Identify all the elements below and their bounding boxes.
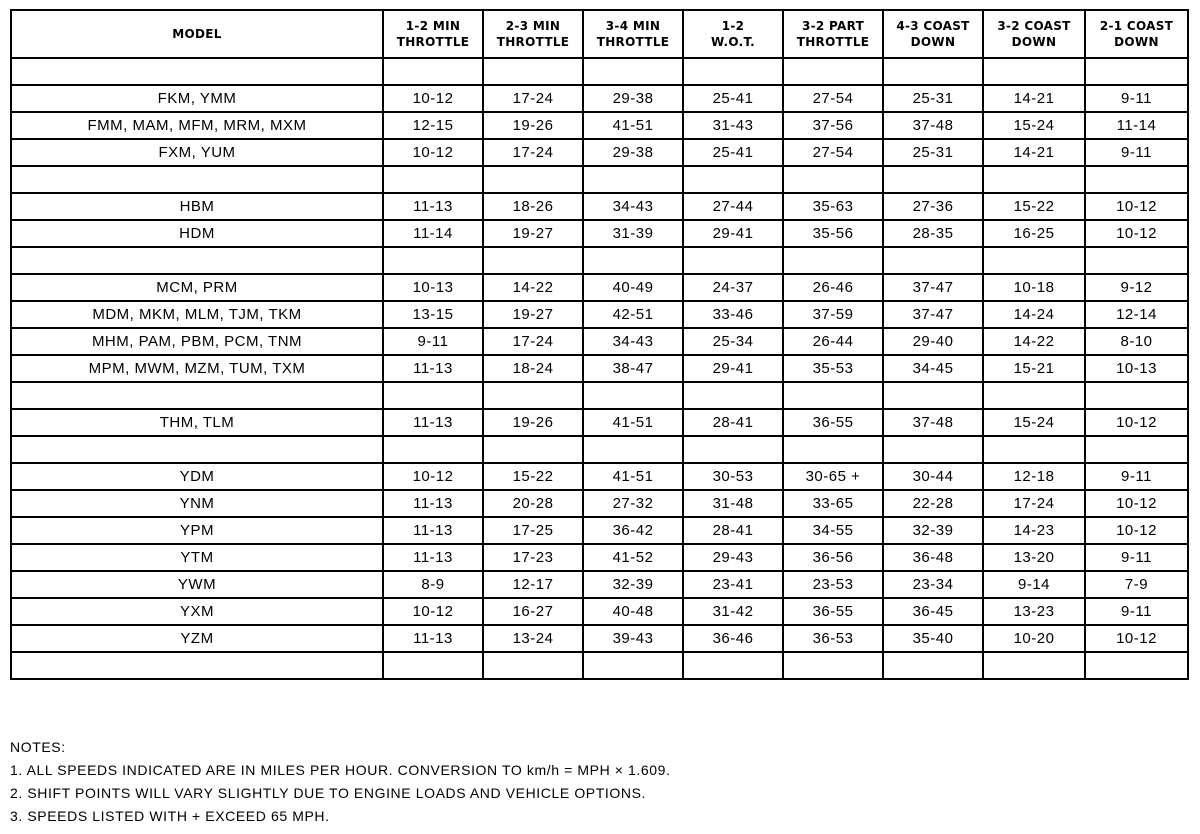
empty-cell: [583, 382, 683, 409]
model-cell: FMM, MAM, MFM, MRM, MXM: [11, 112, 383, 139]
speed-cell: 9-14: [983, 571, 1085, 598]
speed-cell: 37-48: [883, 112, 983, 139]
speed-cell: 14-23: [983, 517, 1085, 544]
notes-heading: NOTES:: [10, 739, 66, 755]
spacer-row: [11, 166, 1188, 193]
speed-cell: 12-14: [1085, 301, 1188, 328]
table-row: [11, 301, 1188, 328]
empty-cell: [583, 247, 683, 274]
empty-cell: [11, 436, 383, 463]
speed-cell: 31-43: [683, 112, 783, 139]
speed-cell: 36-45: [883, 598, 983, 625]
table-row: [11, 598, 1188, 625]
table-row: [11, 139, 1188, 166]
speed-cell: 23-41: [683, 571, 783, 598]
speed-cell: 37-56: [783, 112, 883, 139]
empty-cell: [983, 166, 1085, 193]
speed-cell: 39-43: [583, 625, 683, 652]
column-header: [1085, 10, 1188, 58]
speed-cell: 11-13: [383, 625, 483, 652]
speed-cell: 34-45: [883, 355, 983, 382]
empty-cell: [683, 382, 783, 409]
column-header: [483, 10, 583, 58]
speed-cell: 12-17: [483, 571, 583, 598]
speed-cell: 26-46: [783, 274, 883, 301]
speed-cell: 17-24: [983, 490, 1085, 517]
speed-cell: 14-21: [983, 85, 1085, 112]
speed-cell: 17-25: [483, 517, 583, 544]
model-cell: YXM: [11, 598, 383, 625]
speed-cell: 11-13: [383, 490, 483, 517]
empty-cell: [383, 652, 483, 679]
speed-cell: 29-38: [583, 85, 683, 112]
empty-cell: [883, 652, 983, 679]
empty-cell: [383, 436, 483, 463]
speed-cell: 10-12: [1085, 220, 1188, 247]
speed-cell: 33-46: [683, 301, 783, 328]
speed-cell: 25-34: [683, 328, 783, 355]
speed-cell: 32-39: [883, 517, 983, 544]
speed-cell: 7-9: [1085, 571, 1188, 598]
empty-cell: [683, 652, 783, 679]
empty-cell: [383, 58, 483, 85]
speed-cell: 14-21: [983, 139, 1085, 166]
model-cell: MCM, PRM: [11, 274, 383, 301]
speed-cell: 35-53: [783, 355, 883, 382]
empty-cell: [1085, 166, 1188, 193]
model-cell: YDM: [11, 463, 383, 490]
empty-cell: [883, 247, 983, 274]
speed-cell: 10-12: [1085, 490, 1188, 517]
empty-cell: [1085, 58, 1188, 85]
speed-cell: 35-63: [783, 193, 883, 220]
speed-cell: 30-65 +: [783, 463, 883, 490]
speed-cell: 34-55: [783, 517, 883, 544]
empty-cell: [1085, 247, 1188, 274]
model-cell: FKM, YMM: [11, 85, 383, 112]
empty-cell: [11, 652, 383, 679]
speed-cell: 31-48: [683, 490, 783, 517]
speed-cell: 36-46: [683, 625, 783, 652]
empty-cell: [383, 247, 483, 274]
column-header: [883, 10, 983, 58]
empty-cell: [11, 247, 383, 274]
speed-cell: 9-11: [1085, 544, 1188, 571]
speed-cell: 13-15: [383, 301, 483, 328]
speed-cell: 10-12: [1085, 193, 1188, 220]
speed-cell: 11-13: [383, 517, 483, 544]
speed-cell: 29-40: [883, 328, 983, 355]
speed-cell: 15-22: [983, 193, 1085, 220]
table-row: [11, 544, 1188, 571]
column-header-line1: 2-1 COAST: [1099, 19, 1174, 33]
column-header-line1: 1-2 MIN: [405, 19, 461, 33]
speed-cell: 22-28: [883, 490, 983, 517]
speed-cell: 35-40: [883, 625, 983, 652]
speed-cell: 9-11: [1085, 463, 1188, 490]
table-row: [11, 220, 1188, 247]
speed-cell: 36-48: [883, 544, 983, 571]
notes-section: [10, 736, 1190, 828]
table-row: [11, 328, 1188, 355]
table-row: [11, 463, 1188, 490]
speed-cell: 11-13: [383, 544, 483, 571]
table-row: [11, 274, 1188, 301]
column-header-line1: 4-3 COAST: [896, 19, 970, 33]
speed-cell: 23-34: [883, 571, 983, 598]
empty-cell: [983, 652, 1085, 679]
table-row: [11, 355, 1188, 382]
empty-cell: [683, 436, 783, 463]
speed-cell: 41-52: [583, 544, 683, 571]
speed-cell: 36-55: [783, 598, 883, 625]
shift-speed-table-container: [10, 9, 1187, 680]
table-row: [11, 625, 1188, 652]
column-header: [983, 10, 1085, 58]
empty-cell: [983, 247, 1085, 274]
speed-cell: 41-51: [583, 463, 683, 490]
speed-cell: 10-12: [383, 598, 483, 625]
empty-cell: [783, 166, 883, 193]
empty-cell: [783, 436, 883, 463]
speed-cell: 27-54: [783, 85, 883, 112]
speed-cell: 28-35: [883, 220, 983, 247]
speed-cell: 18-24: [483, 355, 583, 382]
spacer-row: [11, 58, 1188, 85]
column-header-line1: 2-3 MIN: [505, 19, 561, 33]
speed-cell: 27-36: [883, 193, 983, 220]
empty-cell: [483, 652, 583, 679]
speed-cell: 40-49: [583, 274, 683, 301]
speed-cell: 25-31: [883, 139, 983, 166]
speed-cell: 10-12: [1085, 517, 1188, 544]
speed-cell: 20-28: [483, 490, 583, 517]
speed-cell: 9-11: [1085, 598, 1188, 625]
speed-cell: 28-41: [683, 517, 783, 544]
speed-cell: 34-43: [583, 328, 683, 355]
speed-cell: 9-11: [1085, 85, 1188, 112]
empty-cell: [783, 652, 883, 679]
note-3: 3. SPEEDS LISTED WITH + EXCEED 65 MPH.: [10, 808, 330, 824]
speed-cell: 18-26: [483, 193, 583, 220]
speed-cell: 10-12: [1085, 409, 1188, 436]
speed-cell: 14-24: [983, 301, 1085, 328]
model-cell: MHM, PAM, PBM, PCM, TNM: [11, 328, 383, 355]
empty-cell: [683, 247, 783, 274]
speed-cell: 19-26: [483, 112, 583, 139]
column-header-line2: DOWN: [1114, 35, 1159, 49]
speed-cell: 9-11: [1085, 139, 1188, 166]
speed-cell: 36-53: [783, 625, 883, 652]
speed-cell: 15-24: [983, 409, 1085, 436]
speed-cell: 29-41: [683, 220, 783, 247]
column-header: [583, 10, 683, 58]
shift-speed-table: [10, 9, 1189, 680]
speed-cell: 25-31: [883, 85, 983, 112]
empty-cell: [683, 58, 783, 85]
speed-cell: 37-47: [883, 301, 983, 328]
speed-cell: 29-38: [583, 139, 683, 166]
speed-cell: 11-14: [383, 220, 483, 247]
speed-cell: 33-65: [783, 490, 883, 517]
speed-cell: 35-56: [783, 220, 883, 247]
speed-cell: 10-18: [983, 274, 1085, 301]
empty-cell: [1085, 382, 1188, 409]
speed-cell: 31-42: [683, 598, 783, 625]
empty-cell: [11, 382, 383, 409]
model-cell: THM, TLM: [11, 409, 383, 436]
column-header-line1: 1-2: [721, 19, 745, 33]
empty-cell: [483, 247, 583, 274]
note-1: 1. ALL SPEEDS INDICATED ARE IN MILES PER HOUR. CONVERSION TO km/h = MPH × 1.609.: [10, 762, 671, 778]
speed-cell: 38-47: [583, 355, 683, 382]
speed-cell: 37-47: [883, 274, 983, 301]
table-row: [11, 85, 1188, 112]
table-row: [11, 112, 1188, 139]
speed-cell: 23-53: [783, 571, 883, 598]
speed-cell: 36-55: [783, 409, 883, 436]
speed-cell: 27-44: [683, 193, 783, 220]
speed-cell: 37-48: [883, 409, 983, 436]
speed-cell: 8-9: [383, 571, 483, 598]
model-cell: YPM: [11, 517, 383, 544]
spacer-row: [11, 436, 1188, 463]
speed-cell: 25-41: [683, 85, 783, 112]
speed-cell: 41-51: [583, 112, 683, 139]
speed-cell: 36-56: [783, 544, 883, 571]
speed-cell: 11-13: [383, 193, 483, 220]
speed-cell: 25-41: [683, 139, 783, 166]
empty-cell: [883, 58, 983, 85]
speed-cell: 17-24: [483, 85, 583, 112]
column-header: [11, 10, 383, 58]
speed-cell: 31-39: [583, 220, 683, 247]
model-cell: YWM: [11, 571, 383, 598]
speed-cell: 32-39: [583, 571, 683, 598]
column-header-line2: THROTTLE: [796, 35, 870, 49]
column-header: [383, 10, 483, 58]
spacer-row: [11, 247, 1188, 274]
column-header-line1: 3-4 MIN: [605, 19, 661, 33]
empty-cell: [683, 166, 783, 193]
column-header-line1: 3-2 PART: [801, 19, 865, 33]
speed-cell: 42-51: [583, 301, 683, 328]
speed-cell: 41-51: [583, 409, 683, 436]
empty-cell: [983, 58, 1085, 85]
speed-cell: 10-12: [1085, 625, 1188, 652]
speed-cell: 19-26: [483, 409, 583, 436]
speed-cell: 10-12: [383, 139, 483, 166]
speed-cell: 26-44: [783, 328, 883, 355]
speed-cell: 13-24: [483, 625, 583, 652]
speed-cell: 16-25: [983, 220, 1085, 247]
speed-cell: 19-27: [483, 220, 583, 247]
model-cell: YNM: [11, 490, 383, 517]
empty-cell: [583, 436, 683, 463]
column-header-line2: THROTTLE: [596, 35, 670, 49]
speed-cell: 15-21: [983, 355, 1085, 382]
speed-cell: 13-20: [983, 544, 1085, 571]
table-row: [11, 409, 1188, 436]
column-header-line2: THROTTLE: [496, 35, 570, 49]
spacer-row: [11, 652, 1188, 679]
empty-cell: [783, 247, 883, 274]
speed-cell: 34-43: [583, 193, 683, 220]
empty-cell: [483, 436, 583, 463]
spacer-row: [11, 382, 1188, 409]
speed-cell: 10-13: [1085, 355, 1188, 382]
empty-cell: [483, 382, 583, 409]
speed-cell: 11-13: [383, 355, 483, 382]
speed-cell: 8-10: [1085, 328, 1188, 355]
column-header-line1: MODEL: [172, 27, 222, 41]
speed-cell: 19-27: [483, 301, 583, 328]
model-cell: HBM: [11, 193, 383, 220]
speed-cell: 15-22: [483, 463, 583, 490]
speed-cell: 14-22: [483, 274, 583, 301]
speed-cell: 40-48: [583, 598, 683, 625]
speed-cell: 15-24: [983, 112, 1085, 139]
speed-cell: 10-12: [383, 85, 483, 112]
empty-cell: [583, 652, 683, 679]
column-header-line1: 3-2 COAST: [997, 19, 1071, 33]
speed-cell: 29-41: [683, 355, 783, 382]
speed-cell: 24-37: [683, 274, 783, 301]
empty-cell: [883, 382, 983, 409]
table-row: [11, 571, 1188, 598]
speed-cell: 11-13: [383, 409, 483, 436]
speed-cell: 17-24: [483, 139, 583, 166]
speed-cell: 14-22: [983, 328, 1085, 355]
speed-cell: 16-27: [483, 598, 583, 625]
empty-cell: [883, 436, 983, 463]
speed-cell: 30-44: [883, 463, 983, 490]
speed-cell: 27-54: [783, 139, 883, 166]
empty-cell: [783, 58, 883, 85]
speed-cell: 10-12: [383, 463, 483, 490]
speed-cell: 13-23: [983, 598, 1085, 625]
column-header-line2: DOWN: [910, 35, 956, 49]
empty-cell: [383, 166, 483, 193]
column-header: [683, 10, 783, 58]
speed-cell: 17-24: [483, 328, 583, 355]
empty-cell: [383, 382, 483, 409]
speed-cell: 9-11: [383, 328, 483, 355]
table-row: [11, 490, 1188, 517]
empty-cell: [11, 166, 383, 193]
empty-cell: [883, 166, 983, 193]
model-cell: FXM, YUM: [11, 139, 383, 166]
empty-cell: [483, 58, 583, 85]
empty-cell: [11, 58, 383, 85]
column-header-line2: THROTTLE: [396, 35, 470, 49]
speed-cell: 27-32: [583, 490, 683, 517]
model-cell: MPM, MWM, MZM, TUM, TXM: [11, 355, 383, 382]
empty-cell: [483, 166, 583, 193]
note-2: 2. SHIFT POINTS WILL VARY SLIGHTLY DUE TO ENGINE LOADS AND VEHICLE OPTIONS.: [10, 785, 647, 801]
model-cell: MDM, MKM, MLM, TJM, TKM: [11, 301, 383, 328]
header-row: [11, 10, 1188, 58]
speed-cell: 11-14: [1085, 112, 1188, 139]
column-header: [783, 10, 883, 58]
column-header-line2: DOWN: [1011, 35, 1057, 49]
empty-cell: [1085, 436, 1188, 463]
speed-cell: 30-53: [683, 463, 783, 490]
speed-cell: 10-20: [983, 625, 1085, 652]
empty-cell: [1085, 652, 1188, 679]
speed-cell: 10-13: [383, 274, 483, 301]
speed-cell: 28-41: [683, 409, 783, 436]
speed-cell: 37-59: [783, 301, 883, 328]
speed-cell: 12-15: [383, 112, 483, 139]
empty-cell: [783, 382, 883, 409]
speed-cell: 29-43: [683, 544, 783, 571]
speed-cell: 12-18: [983, 463, 1085, 490]
speed-cell: 17-23: [483, 544, 583, 571]
model-cell: HDM: [11, 220, 383, 247]
column-header-line2: W.O.T.: [710, 35, 756, 49]
model-cell: YZM: [11, 625, 383, 652]
table-row: [11, 193, 1188, 220]
speed-cell: 36-42: [583, 517, 683, 544]
empty-cell: [983, 436, 1085, 463]
speed-cell: 9-12: [1085, 274, 1188, 301]
table-row: [11, 517, 1188, 544]
empty-cell: [583, 58, 683, 85]
empty-cell: [583, 166, 683, 193]
table-body: [11, 58, 1188, 679]
empty-cell: [983, 382, 1085, 409]
model-cell: YTM: [11, 544, 383, 571]
